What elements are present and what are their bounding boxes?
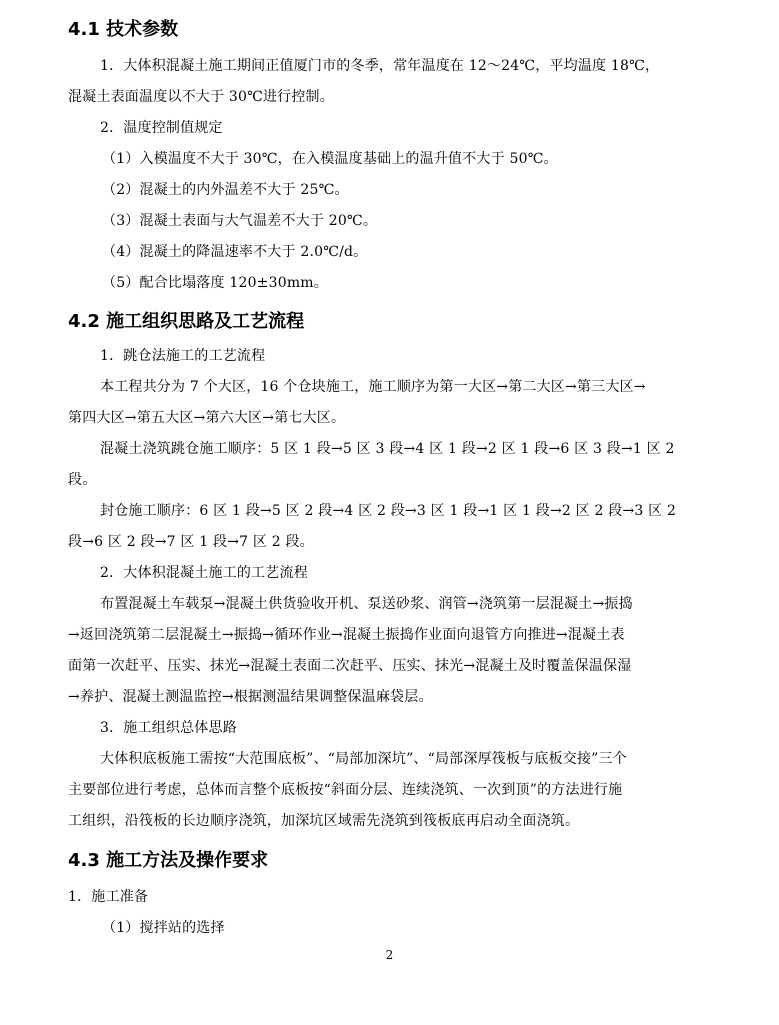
text-line: 大体积底板施工需按“大范围底板”、“局部加深坑”、“局部深厚筏板与底板交接”三个 [100,751,627,767]
paragraph [68,51,714,299]
text-line: 2．大体积混凝土施工的工艺流程 [100,565,308,581]
text-line: 混凝土浇筑跳仓施工顺序：5 区 1 段→5 区 3 段→4 区 1 段→2 区 1 段→6 区 3 段→1 区 2 [100,441,675,457]
text-line: 封仓施工顺序：6 区 1 段→5 区 2 段→4 区 2 段→3 区 1 段→1 区 1 段→2 区 2 段→3 区 2 [100,503,677,519]
text-line: （2）混凝土的内外温差不大于 25℃。 [102,182,349,198]
section-heading-4-3: 4.3 施工方法及操作要求 [68,850,269,871]
text-line: →养护、混凝土测温监控→根据测温结果调整保温麻袋层。 [68,689,433,705]
paragraph [68,882,714,944]
text-line: 主要部位进行考虑，总体而言整个底板按“斜面分层、连续浇筑、一次到顶”的方法进行施 [68,782,623,798]
text-line: 第四大区→第五大区→第六大区→第七大区。 [68,410,346,426]
text-line: （3）混凝土表面与大气温差不大于 20℃。 [102,213,378,229]
text-line: 3．施工组织总体思路 [100,720,237,736]
text-line: 本工程共分为 7 个大区，16 个仓块施工，施工顺序为第一大区→第二大区→第三大区→ [100,379,646,395]
text-line: →返回浇筑第二层混凝土→振捣→循环作业→混凝土振捣作业面向退管方向推进→混凝土表 [68,627,625,643]
text-line: 工组织，沿筏板的长边顺序浇筑，加深坑区域需先浇筑到筏板底再启动全面浇筑。 [68,813,580,829]
section-heading-4-2: 4.2 施工组织思路及工艺流程 [68,311,305,332]
text-line: 段。 [68,472,97,488]
text-line: （1）入模温度不大于 30℃，在入模温度基础上的温升值不大于 50℃。 [102,151,558,167]
paragraph [68,341,714,837]
text-line: （1）搅拌站的选择 [102,920,225,936]
text-line: （5）配合比塌落度 120±30mm。 [102,275,328,291]
text-line: 面第一次赶平、压实、抹光→混凝土表面二次赶平、压实、抹光→混凝土及时覆盖保温保湿 [68,658,632,674]
text-line: 布置混凝土车载泵→混凝土供货验收开机、泵送砂浆、润管→浇筑第一层混凝土→振捣 [100,596,633,612]
text-line: 段→6 区 2 段→7 区 1 段→7 区 2 段。 [68,534,314,550]
page-number: 2 [385,948,394,962]
text-line: 2．温度控制值规定 [100,120,223,136]
text-line: 混凝土表面温度以不大于 30℃进行控制。 [68,89,334,105]
text-line: 1．跳仓法施工的工艺流程 [100,348,266,364]
section-heading-4-1: 4.1 技术参数 [68,19,179,40]
text-line: 1．大体积混凝土施工期间正值厦门市的冬季，常年温度在 12～24℃，平均温度 18℃， [100,58,660,74]
text-line: 1．施工准备 [68,889,149,905]
text-line: （4）混凝土的降温速率不大于 2.0℃/d。 [102,244,368,260]
